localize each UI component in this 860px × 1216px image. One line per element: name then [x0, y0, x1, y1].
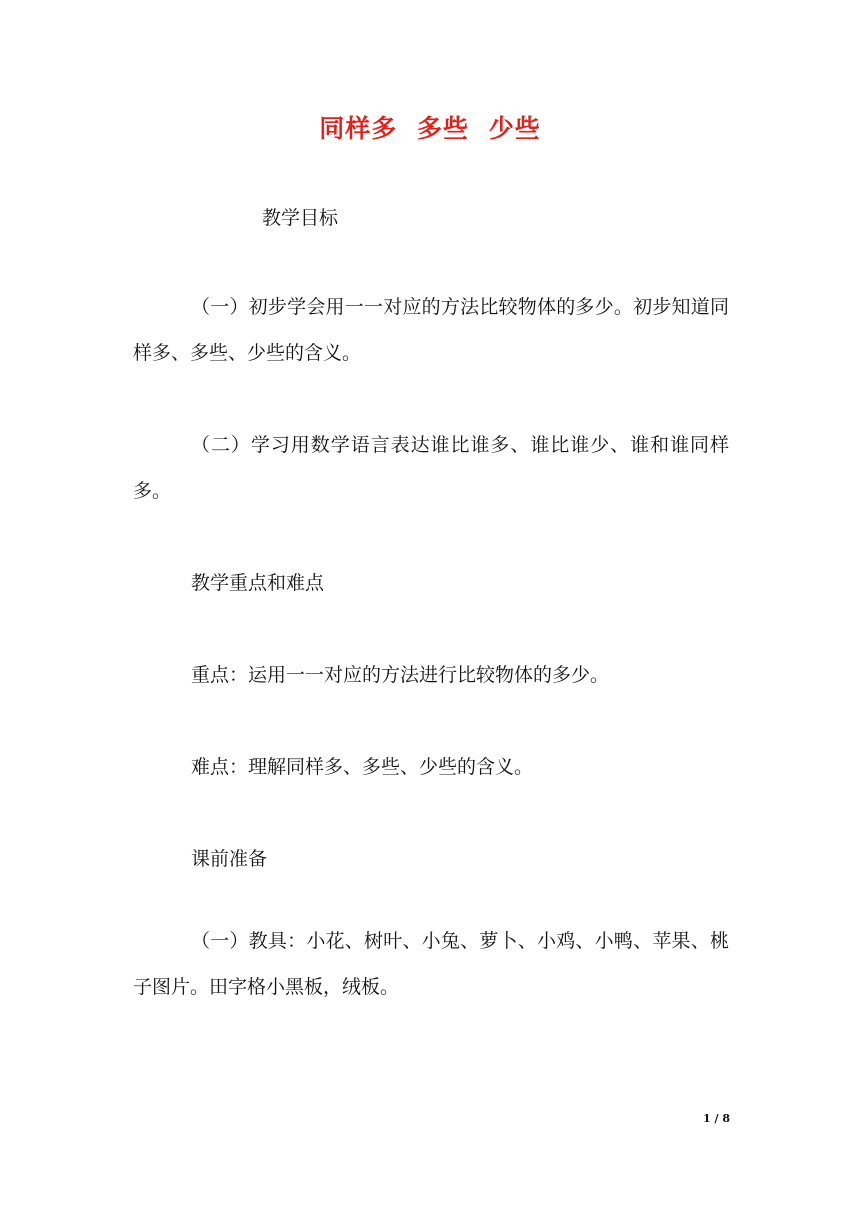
key-difficult-heading: 教学重点和难点 — [191, 572, 325, 594]
page-number: 1 / 8 — [703, 1112, 730, 1125]
goal-2-paragraph: （二）学习用数学语言表达谁比谁多、谁比谁少、谁和谁同样多。 — [133, 434, 729, 502]
goal-1-paragraph: （一）初步学会用一一对应的方法比较物体的多少。初步知道同样多、多些、少些的含义。 — [133, 296, 729, 364]
key-point-paragraph: 重点：运用一一对应的方法进行比较物体的多少。 — [191, 664, 610, 686]
preparation-1-paragraph: （一）教具：小花、树叶、小兔、萝卜、小鸡、小鸭、苹果、桃子图片。田字格小黑板，绒板。 — [133, 930, 729, 998]
goals-heading: 教学目标 — [262, 207, 339, 229]
difficult-point-paragraph: 难点：理解同样多、多些、少些的含义。 — [191, 756, 534, 778]
page-title: 同样多 多些 少些 — [319, 114, 541, 143]
preparation-heading: 课前准备 — [191, 848, 268, 870]
